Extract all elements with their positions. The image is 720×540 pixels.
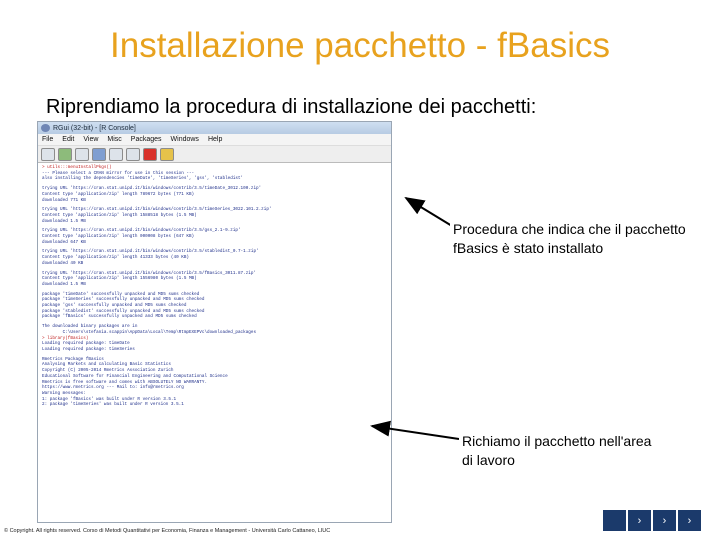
console-output-line: trying URL 'https://cran.stat.unipd.it/bin/windows/contrib/3.5/timeDate_3012.100.zip' [42,186,262,192]
console-output-line: Content type 'application/zip' length 789672 bytes (771 KB) [42,191,195,197]
console-command-line: > library(fBasics) [42,335,89,341]
console-output-line: trying URL 'https://cran.stat.unipd.it/bin/windows/contrib/3.5/gss_2.1-9.zip' [42,228,241,234]
console-output-line: trying URL 'https://cran.stat.unipd.it/bin/windows/contrib/3.5/stabledist_0.7-1.zip' [42,249,259,255]
arrow-to-library-command [372,426,459,439]
menu-view[interactable]: View [83,136,99,143]
console-output-line: downloaded 771 KB [42,197,86,203]
console-output-line: --- Please select a CRAN mirror for use in this session --- [42,170,195,176]
menu-help[interactable]: Help [207,136,223,143]
slide-navigation [603,510,701,531]
callout-installed: Procedura che indica che il pacchetto fBasics è stato installato [450,219,711,259]
console-output-line: trying URL 'https://cran.stat.unipd.it/bin/windows/contrib/3.5/timeSeries_3022.101.2.zip' [42,207,272,213]
console-output-line: Copyright (C) 2005-2014 Rmetrics Association Zurich [42,368,174,374]
console-output-line: Content type 'application/zip' length 1556980 bytes (1.5 MB) [42,276,197,282]
console-output-line: package 'fBasics' successfully unpacked and MD5 sums checked [42,314,197,320]
arrow-to-install-output [406,198,452,226]
console-output-line: package 'gss' successfully unpacked and MD5 sums checked [42,303,187,309]
console-output-line: C:\Users\stefania.scappin\AppData\Local\Temp\RtmpEXEPVc\downloaded_packages [42,329,257,335]
console-output-line: Rmetrics is free software and comes with ABSOLUTELY NO WARRANTY. [42,379,208,385]
console-output-line: downloaded 40 KB [42,260,84,266]
menu-misc[interactable]: Misc [107,136,122,143]
nav-prev-icon[interactable]: › [628,510,651,531]
console-output-line: Content type 'application/zip' length 000008 bytes (647 KB) [42,234,195,240]
console-output-line: package 'timeDate' successfully unpacked and MD5 sums checked [42,291,200,297]
menu-packages[interactable]: Packages [130,136,162,143]
console-output-line: Loading required package: timeSeries [42,346,135,352]
menu-windows[interactable]: Windows [170,136,199,143]
callout-library: Richiamo il pacchetto nell'area di lavoro [459,431,665,471]
menu-edit[interactable]: Edit [62,136,75,143]
console-output-line: package 'stabledist' successfully unpacked and MD5 sums checked [42,308,205,314]
console-output-line: 2: package 'timeSeries' was built under R version 3.5.1 [42,402,184,408]
console-output-line: Educational Software for Financial Engineering and Computational Science [42,373,228,379]
nav-next-icon[interactable]: › [653,510,676,531]
console-output-line: package 'timeSeries' successfully unpacked and MD5 sums checked [42,297,205,303]
console-output-line: Content type 'application/zip' length 1588518 bytes (1.5 MB) [42,212,197,218]
console-output-line: Rmetrics Package fBasics [42,356,104,362]
copyright-footer: © Copyright. All rights reserved. Corso di Metodi Quantitativi per Economia, Finanza e Management - Università Carlo Cattaneo, LIUC [4,528,331,534]
console-output-line: Warning messages: [42,390,86,396]
menu-file[interactable]: File [42,136,54,143]
console-output-line: https://www.rmetrics.org --- Mail to: info@rmetrics.org [42,385,184,391]
console-output-line: downloaded 647 KB [42,239,86,245]
console-output-line: trying URL 'https://cran.stat.unipd.it/bin/windows/contrib/3.5/fBasics_3011.87.zip' [42,270,257,276]
slide-title: Installazione pacchetto - fBasics [110,26,610,65]
nav-last-icon[interactable]: › [678,510,701,531]
console-output-line: also installing the dependencies 'timeDate', 'timeSeries', 'gss', 'stabledist' [42,176,244,182]
nav-first-icon[interactable] [603,510,626,531]
console-output-line: Analysing Markets and calculating Basic Statistics [42,362,171,368]
console-command-line: > utils:::menuInstallPkgs() [42,165,112,170]
r-window-title: RGui (32-bit) - [R Console] [53,124,136,132]
console-output-line: 1: package 'fBasics' was built under R version 3.5.1 [42,396,177,402]
console-output-line: downloaded 1.5 MB [42,281,86,287]
console-output-line: Content type 'application/zip' length 41333 bytes (40 KB) [42,255,189,261]
slide-subtitle: Riprendiamo la procedura di installazione dei pacchetti: [46,96,537,118]
console-output-line: downloaded 1.5 MB [42,218,86,224]
console-output-line: Loading required package: timeDate [42,341,130,347]
console-output-line: The downloaded binary packages are in [42,324,138,330]
